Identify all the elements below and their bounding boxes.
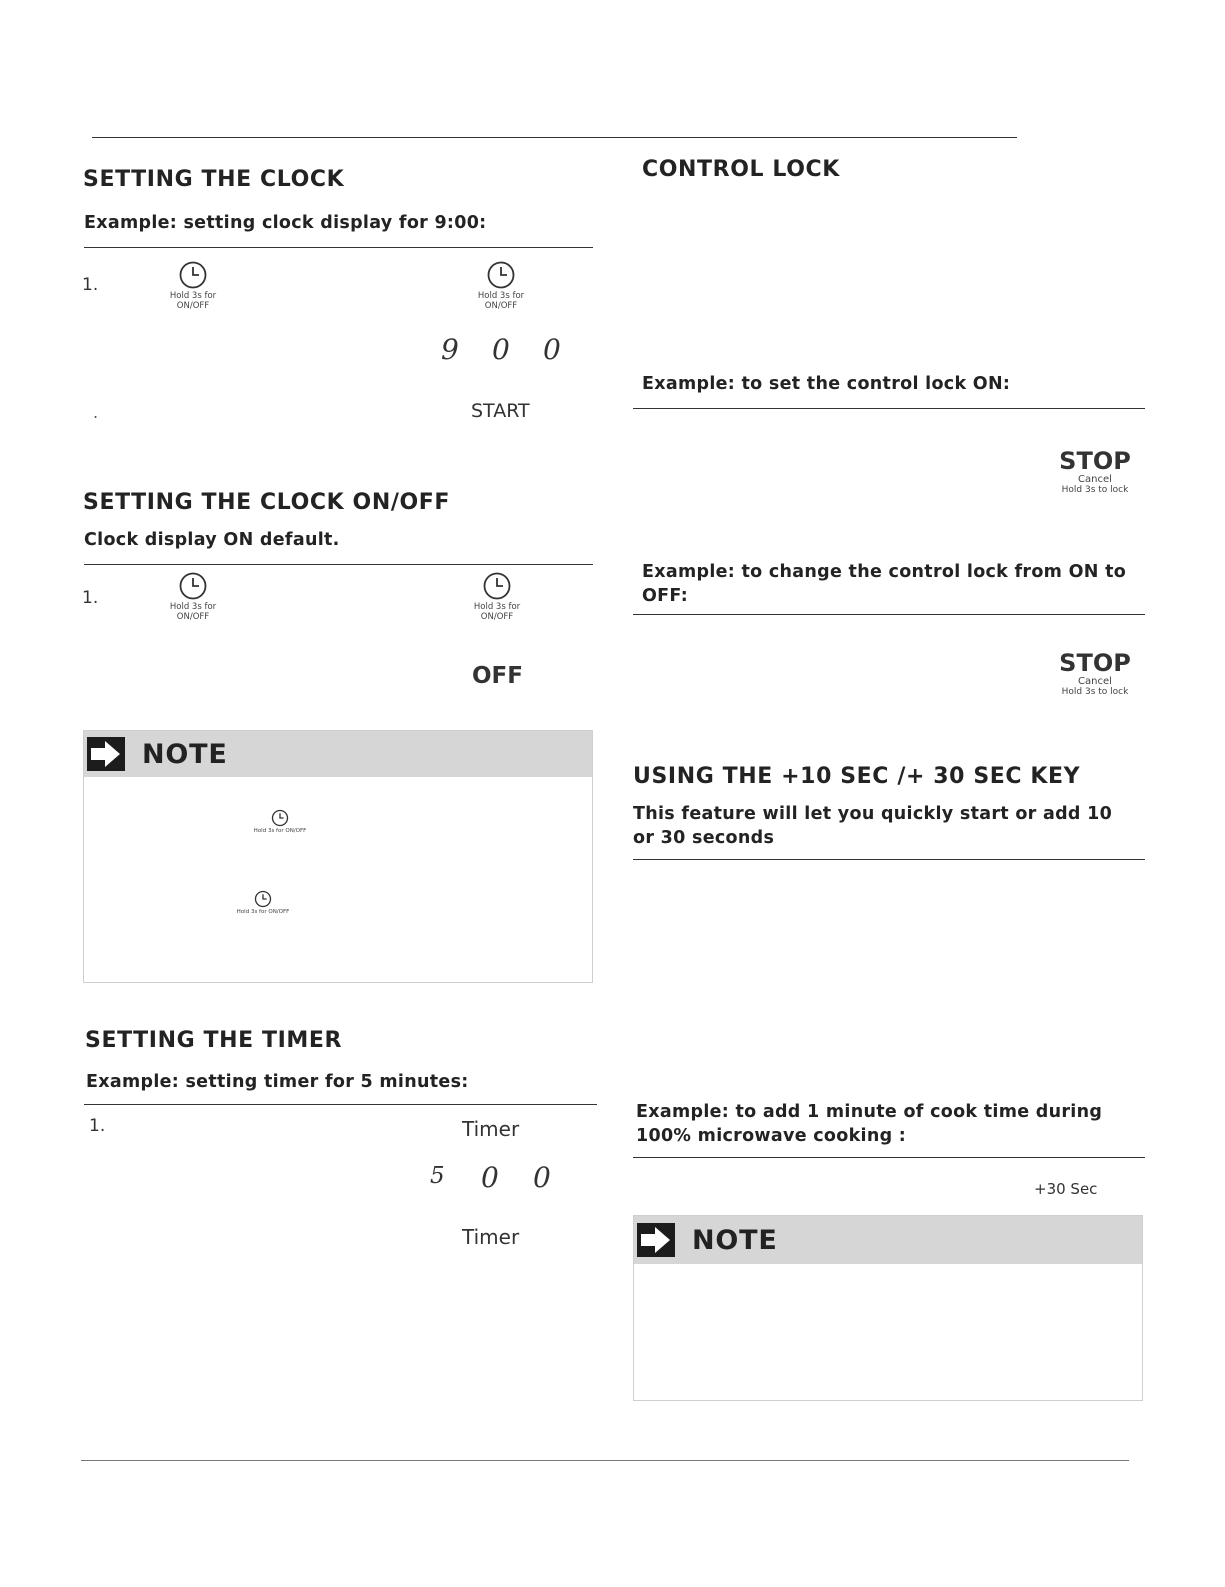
quick-add-example: Example: to add 1 minute of cook time during 100% microwave cooking : <box>636 1102 1103 1146</box>
clock-key <box>471 260 531 311</box>
start-key: START <box>471 400 530 422</box>
clock-key-label: Hold 3s for ON/OFF <box>169 602 217 622</box>
timer-key: Timer <box>462 1117 520 1141</box>
clock-key <box>250 809 310 835</box>
clock-key <box>467 571 527 622</box>
clock-onoff-example: Clock display ON default. <box>84 530 340 550</box>
clock-key-label: Hold 3s for ON/OFF <box>253 828 307 834</box>
control-lock-off-example: Example: to change the control lock from ON to OFF: <box>642 562 1127 606</box>
clock-key <box>163 260 223 311</box>
note-box <box>633 1215 1143 1401</box>
clock-key-label: Hold 3s for ON/OFF <box>477 291 525 311</box>
clock-key-label: Hold 3s for ON/OFF <box>236 909 290 915</box>
stop-key <box>1050 448 1140 496</box>
timer-key: Timer <box>462 1225 520 1249</box>
clock-key <box>233 890 293 916</box>
quick-add-rule <box>633 859 1145 860</box>
setting-clock-heading: SETTING THE CLOCK <box>83 167 345 192</box>
clock-key <box>163 571 223 622</box>
clock-onoff-step-number: 1. <box>82 588 99 608</box>
plus-30-sec-key: +30 Sec <box>1034 1180 1098 1198</box>
note-title: NOTE <box>692 1224 778 1256</box>
clock-icon <box>482 571 512 601</box>
setting-clock-rule <box>84 247 593 248</box>
clock-icon <box>486 260 516 290</box>
digit-key: 0 <box>543 333 561 366</box>
setting-timer-rule <box>84 1104 597 1105</box>
stop-key-label: STOP <box>1059 649 1131 677</box>
quick-add-example-rule <box>633 1157 1145 1158</box>
arrow-right-icon <box>636 1222 676 1258</box>
note-header <box>634 1216 1142 1264</box>
clock-key-label: Hold 3s for ON/OFF <box>169 291 217 311</box>
clock-icon <box>178 571 208 601</box>
control-lock-on-rule <box>633 408 1145 409</box>
note-box <box>83 730 593 983</box>
off-display: OFF <box>472 663 523 689</box>
digit-key: 0 <box>492 333 510 366</box>
stop-key-cancel: Cancel <box>1078 676 1112 687</box>
clock-key-label: Hold 3s for ON/OFF <box>473 602 521 622</box>
stray-dot: . <box>93 403 99 422</box>
clock-icon <box>271 809 289 827</box>
setting-timer-example: Example: setting timer for 5 minutes: <box>86 1072 469 1092</box>
digit-key: 0 <box>533 1161 551 1194</box>
setting-clock-step-number: 1. <box>82 275 99 295</box>
digit-key: 5 <box>430 1163 445 1189</box>
clock-icon <box>178 260 208 290</box>
quick-add-heading: USING THE +10 SEC /+ 30 SEC KEY <box>633 764 1081 789</box>
stop-key-hold: Hold 3s to lock <box>1061 485 1129 495</box>
clock-onoff-heading: SETTING THE CLOCK ON/OFF <box>83 490 451 515</box>
top-rule <box>92 137 1017 138</box>
digit-key: 0 <box>481 1161 499 1194</box>
control-lock-heading: CONTROL LOCK <box>642 157 840 182</box>
quick-add-intro: This feature will let you quickly start or add 10 or 30 seconds <box>633 804 1113 848</box>
stop-key <box>1050 650 1140 698</box>
note-header <box>84 731 592 777</box>
bottom-rule <box>81 1460 1129 1461</box>
control-lock-on-example: Example: to set the control lock ON: <box>642 374 1011 394</box>
control-lock-off-rule <box>633 614 1145 615</box>
setting-clock-example: Example: setting clock display for 9:00: <box>84 213 487 233</box>
setting-timer-step-number: 1. <box>89 1116 106 1136</box>
stop-key-cancel: Cancel <box>1078 474 1112 485</box>
clock-onoff-rule <box>84 564 593 565</box>
clock-icon <box>254 890 272 908</box>
stop-key-label: STOP <box>1059 447 1131 475</box>
arrow-right-icon <box>86 736 126 772</box>
digit-key: 9 <box>441 333 459 366</box>
stop-key-hold: Hold 3s to lock <box>1061 687 1129 697</box>
setting-timer-heading: SETTING THE TIMER <box>85 1028 343 1053</box>
note-title: NOTE <box>142 738 228 770</box>
